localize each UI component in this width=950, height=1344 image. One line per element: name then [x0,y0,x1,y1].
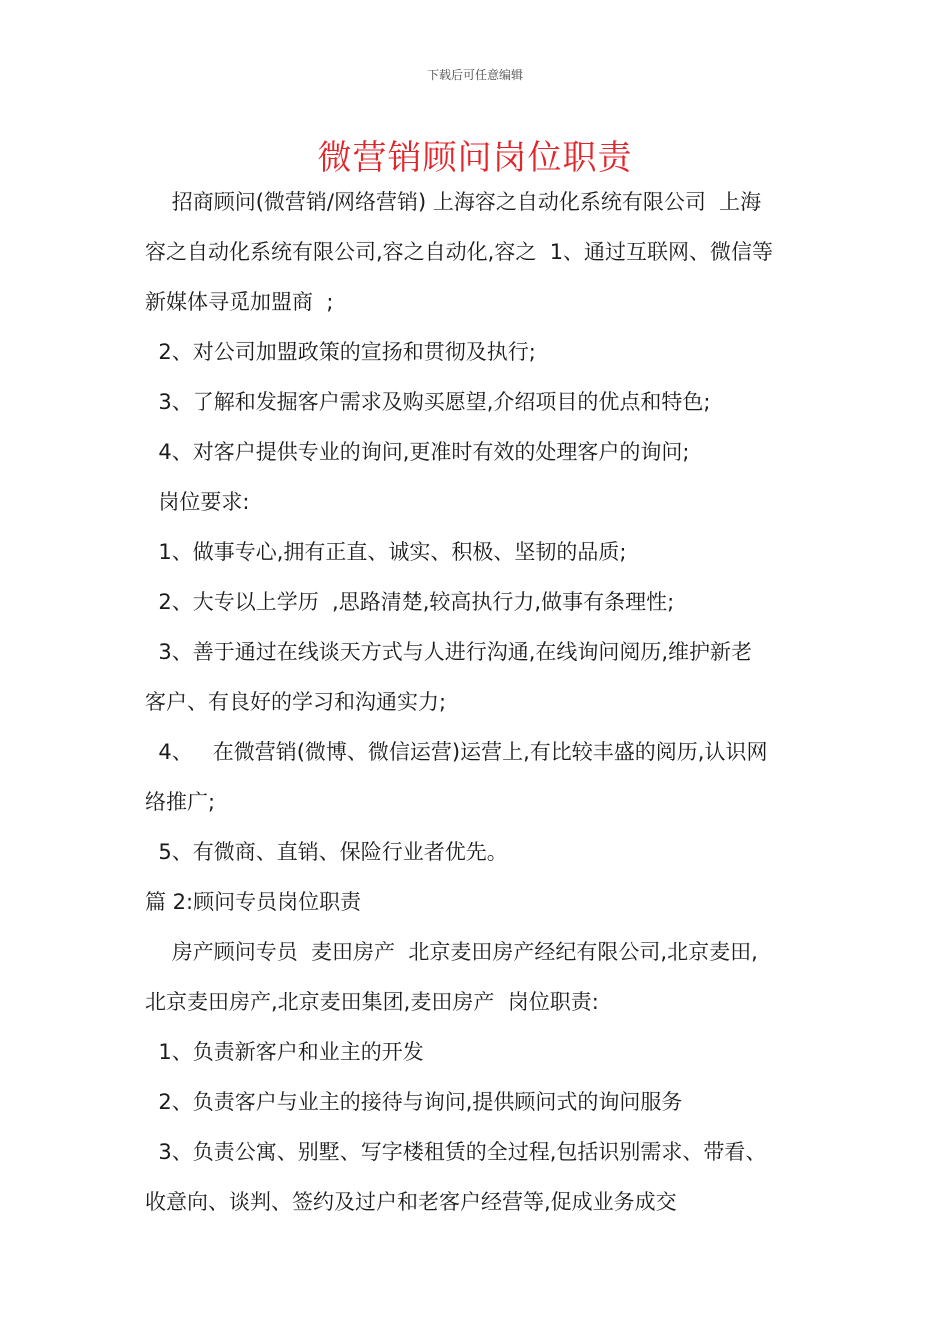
text-line: 5、有微商、直销、保险行业者优先。 [145,840,508,864]
text-line: 1、做事专心,拥有正直、诚实、积极、坚韧的品质; [145,540,627,564]
text-line: 容之自动化系统有限公司,容之自动化,容之 1、通过互联网、微信等 [145,240,774,264]
text-line: 收意向、谈判、签约及过户和老客户经营等,促成业务成交 [145,1190,677,1214]
text-line: 3、负责公寓、别墅、写字楼租赁的全过程,包括识别需求、带看、 [145,1140,767,1164]
text-line: 络推广; [145,790,216,814]
section-heading: 岗位要求: [145,490,250,514]
text-line: 客户、有良好的学习和沟通实力; [145,690,447,714]
text-line: 3、善于通过在线谈天方式与人进行沟通,在线询问阅历,维护新老 [145,640,753,664]
document-title: 微营销顾问岗位职责 [317,138,633,178]
text-line: 1、负责新客户和业主的开发 [145,1040,424,1064]
section-heading: 篇 2:顾问专员岗位职责 [145,890,362,914]
text-line: 4、 在微营销(微博、微信运营)运营上,有比较丰盛的阅历,认识网 [145,740,768,764]
text-line: 3、了解和发掘客户需求及购买愿望,介绍项目的优点和特色; [145,390,711,414]
text-line: 新媒体寻觅加盟商 ; [145,290,334,314]
text-line: 2、负责客户与业主的接待与询问,提供顾问式的询问服务 [145,1090,683,1114]
text-line: 2、对公司加盟政策的宣扬和贯彻及执行; [145,340,536,364]
page-header: 下载后可任意编辑 [426,68,523,82]
text-line: 房产顾问专员 麦田房产 北京麦田房产经纪有限公司,北京麦田, [145,940,758,964]
text-line: 北京麦田房产,北京麦田集团,麦田房产 岗位职责: [145,990,599,1014]
text-line: 2、大专以上学历 ,思路清楚,较高执行力,做事有条理性; [145,590,675,614]
text-line: 招商顾问(微营销/网络营销) 上海容之自动化系统有限公司 上海 [145,190,762,214]
text-line: 4、对客户提供专业的询问,更准时有效的处理客户的询问; [145,440,690,464]
